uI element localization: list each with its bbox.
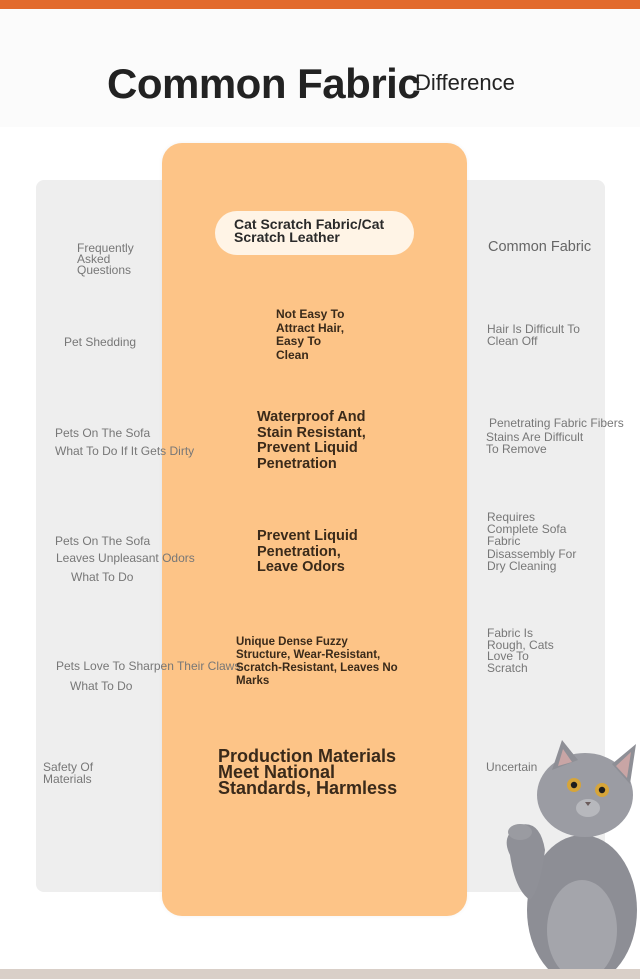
left-row4-label-b: What To Do — [70, 679, 133, 693]
left-row3-label-b: Leaves Unpleasant Odors — [56, 551, 195, 565]
left-row4-label-a: Pets Love To Sharpen Their Claws — [56, 659, 241, 673]
center-row5-text: Production Materials Meet National Standards, Harmless — [218, 746, 398, 798]
cat-illustration — [500, 740, 640, 979]
top-accent-bar — [0, 0, 640, 9]
left-row2-label-b: What To Do If It Gets Dirty — [55, 444, 195, 458]
page-title: Common Fabric — [107, 60, 421, 107]
left-row2-label-a: Pets On The Sofa — [55, 426, 151, 440]
center-row4-text: Unique Dense Fuzzy Structure, Wear-Resistant, Scratch-Resistant, Leaves No Marks — [236, 636, 398, 687]
bottom-bar — [0, 969, 640, 979]
center-header-label: Cat Scratch Fabric/Cat Scratch Leather — [234, 216, 385, 245]
page-subtitle: Difference — [415, 70, 515, 95]
center-row3-text: Prevent Liquid Penetration, Leave Odors — [257, 528, 358, 575]
left-row1-label: Pet Shedding — [64, 335, 137, 349]
right-row3-text: Requires Complete Sofa Fabric Disassembly For Dry Cleaning — [487, 510, 577, 573]
right-row2-text-b: Stains Are Difficult To Remove — [486, 430, 584, 456]
right-row2-text-a: Penetrating Fabric Fibers — [489, 416, 624, 430]
center-row2-text: Waterproof And Stain Resistant, Prevent Liquid Penetration — [257, 409, 366, 472]
left-header-faq: Frequently Asked Questions — [77, 241, 134, 277]
left-row3-label-a: Pets On The Sofa — [55, 534, 151, 548]
left-row5-label: Safety Of Materials — [43, 760, 94, 786]
right-header-label: Common Fabric — [488, 239, 592, 255]
right-row1-text: Hair Is Difficult To Clean Off — [487, 322, 580, 348]
center-row1-text: Not Easy To Attract Hair, Easy To Clean — [276, 307, 345, 362]
right-row5-text: Uncertain — [486, 760, 538, 774]
left-row3-label-c: What To Do — [71, 570, 134, 584]
right-row4-text: Fabric Is Rough, Cats Love To Scratch — [487, 626, 554, 675]
